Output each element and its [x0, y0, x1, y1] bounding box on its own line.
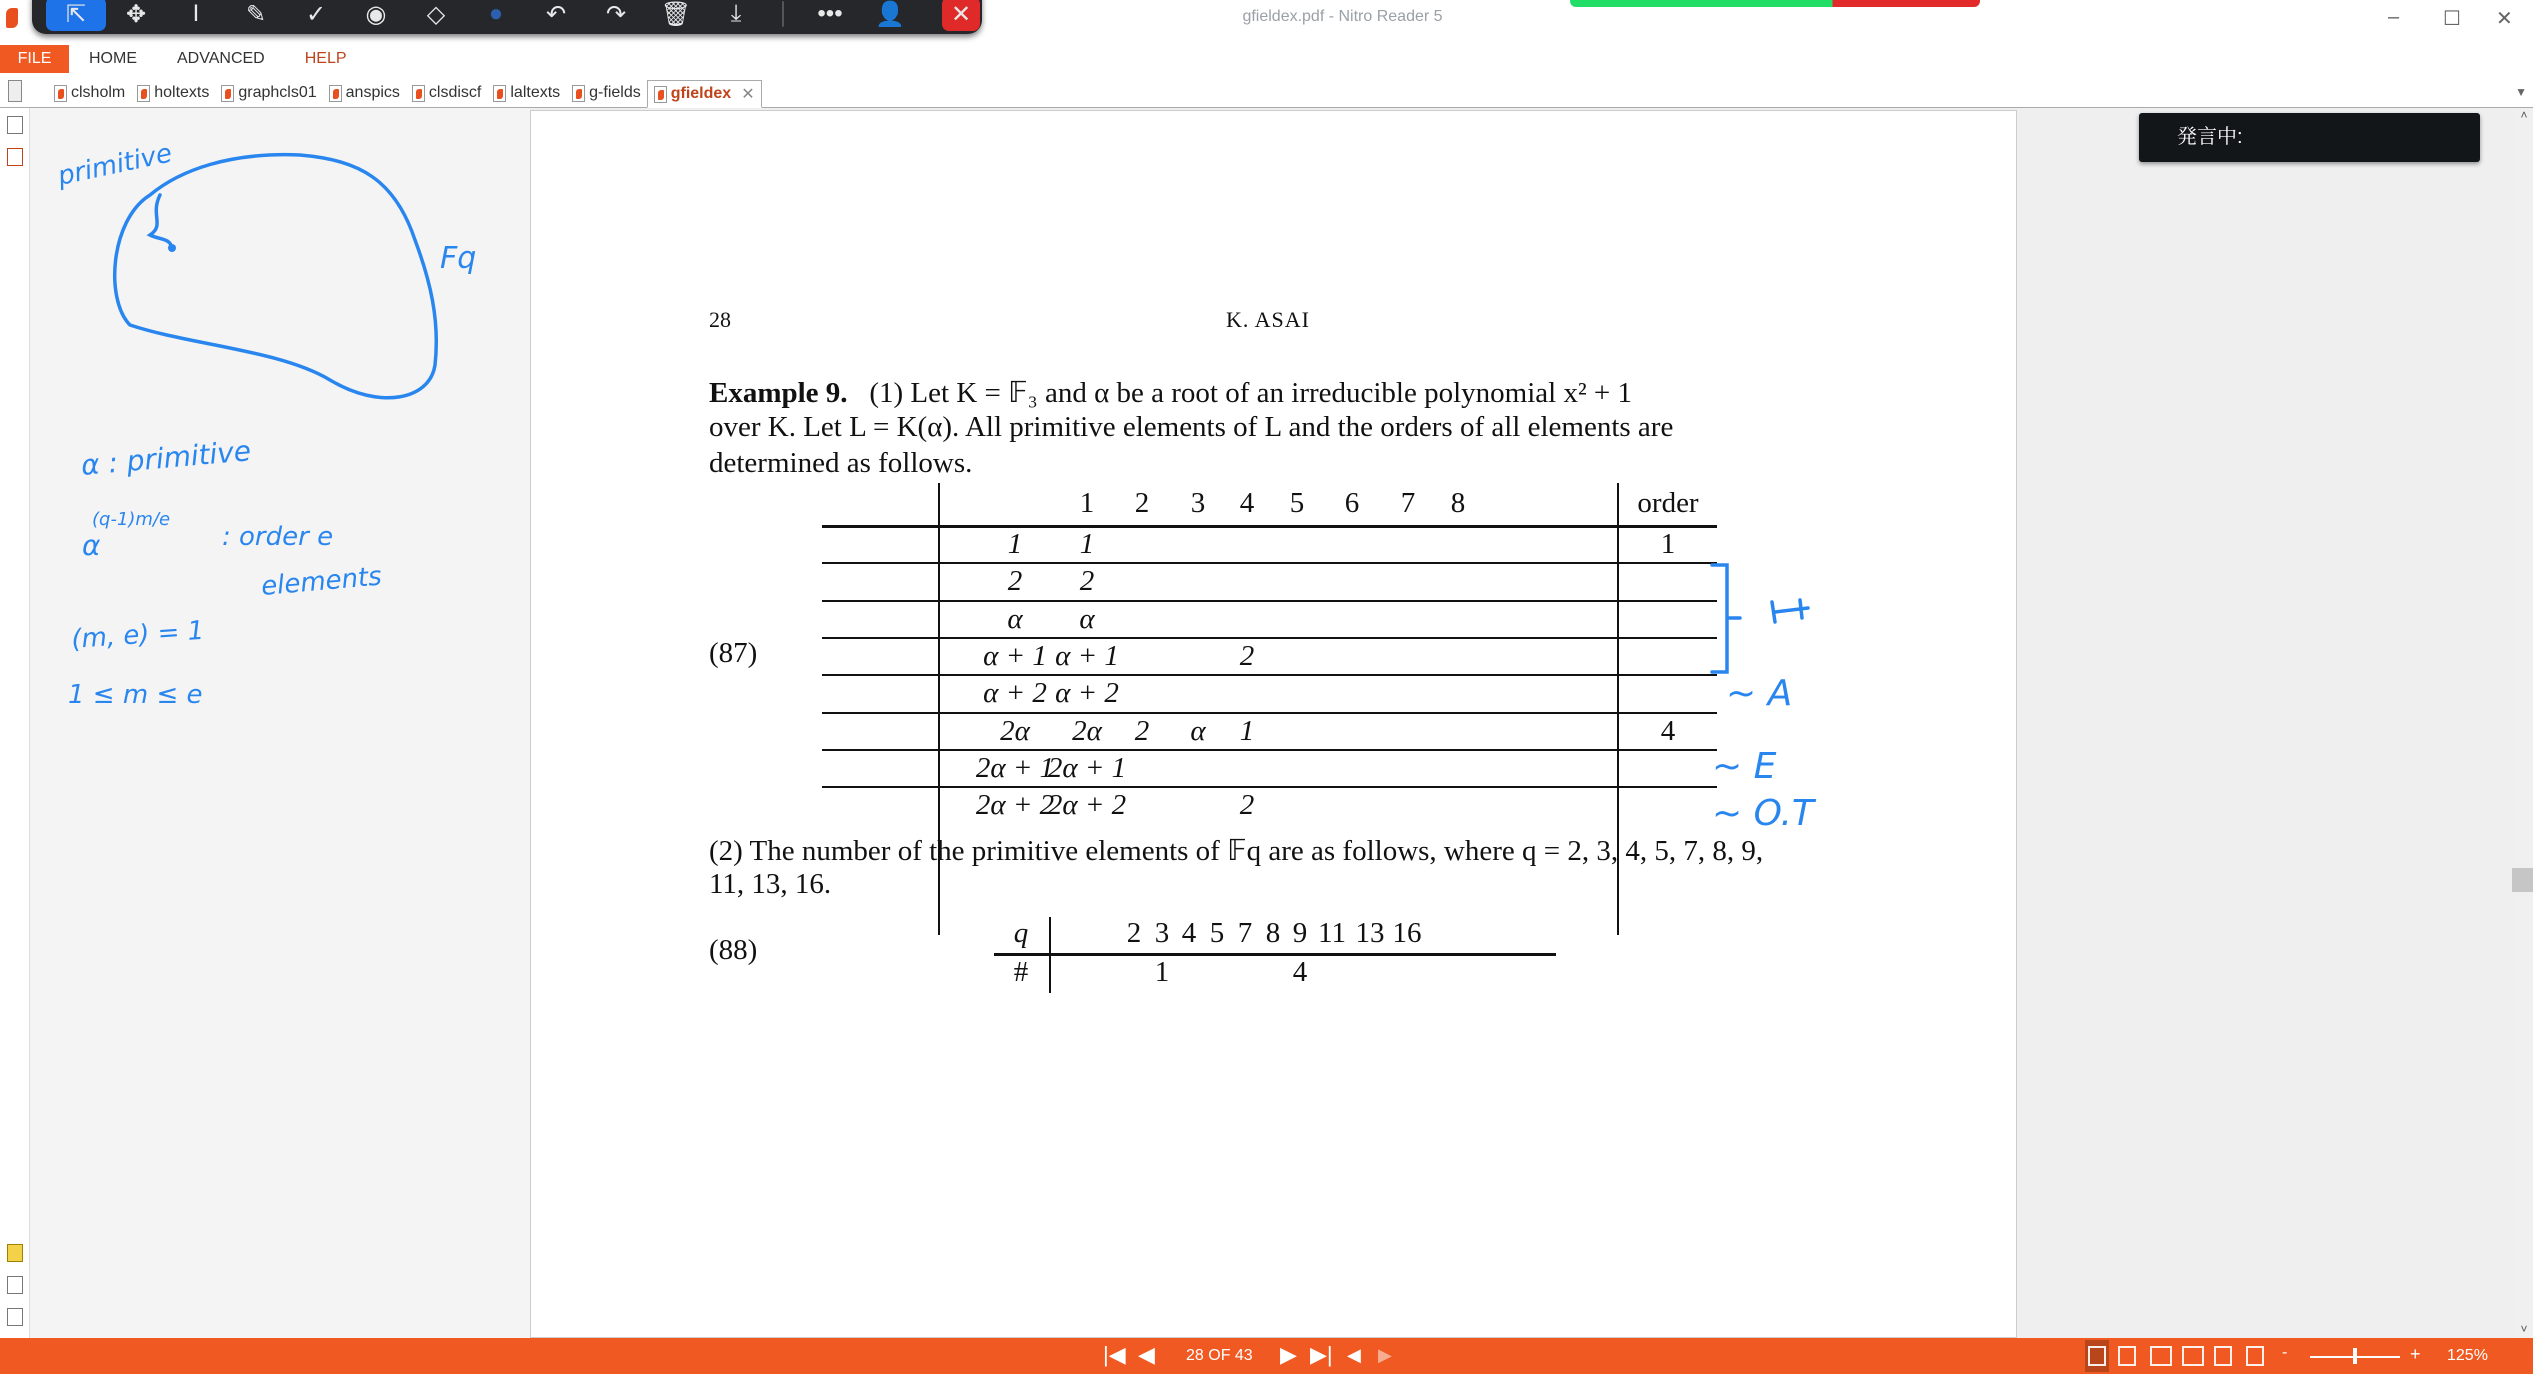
column-header: 4	[1239, 487, 1255, 519]
fit-page-icon[interactable]	[2246, 1346, 2264, 1366]
last-page-button[interactable]: ▶|	[1310, 1342, 1333, 1367]
pdf-icon	[137, 85, 150, 102]
fit-width-icon[interactable]	[2214, 1346, 2232, 1366]
menu-file[interactable]: FILE	[0, 45, 69, 73]
speaking-popup: 発言中:	[2139, 113, 2480, 162]
q-value: 7	[1237, 917, 1253, 949]
vertical-scrollbar[interactable]	[2515, 108, 2533, 1338]
table-cell: 2	[1079, 565, 1095, 598]
table-cell: 2	[1134, 714, 1150, 747]
facing-view-icon[interactable]	[2150, 1346, 2172, 1366]
row-label: 2α + 2	[975, 789, 1055, 822]
first-page-button[interactable]: |◀	[1103, 1342, 1126, 1367]
bookmarks-panel-icon[interactable]	[7, 148, 23, 166]
pen-tool-button[interactable]: ✎	[245, 0, 267, 28]
pdf-icon	[54, 85, 67, 102]
table-cell: 1	[1239, 714, 1255, 747]
recording-indicator	[1570, 0, 1980, 7]
order-cell: 1	[1660, 528, 1676, 560]
hw-elements: elements	[259, 561, 383, 602]
pdf-icon	[412, 85, 425, 102]
delete-button[interactable]: 🗑	[660, 0, 692, 28]
tab-label: g-fields	[589, 84, 641, 101]
redo-button[interactable]: ↷	[605, 0, 627, 28]
single-page-view-icon[interactable]	[2088, 1346, 2106, 1366]
status-bar	[0, 1338, 2533, 1374]
close-toolbar-button[interactable]: ✕	[942, 0, 980, 31]
hw-fq: Fq	[440, 241, 477, 276]
select-tool-button[interactable]: ⇱	[46, 0, 106, 31]
row-label: 2α	[1000, 714, 1030, 747]
paragraph-line: 11, 13, 16.	[709, 868, 832, 900]
comments-panel-icon[interactable]	[7, 1244, 23, 1262]
menu-advanced[interactable]: ADVANCED	[177, 50, 265, 67]
pdf-icon	[221, 85, 234, 102]
q-value: 8	[1265, 917, 1281, 949]
table-cell: 2	[1239, 789, 1255, 822]
hw-alpha: α	[82, 529, 101, 562]
row-label: α + 1	[983, 639, 1047, 672]
zoom-in-button[interactable]: +	[2410, 1344, 2421, 1364]
table-cell: 2α + 1	[1047, 751, 1127, 784]
pages-panel-icon[interactable]	[7, 116, 23, 134]
window-title: gfieldex.pdf - Nitro Reader 5	[1242, 8, 1443, 25]
text-tool-button[interactable]: I	[192, 0, 200, 27]
hw-e: ~ E	[1712, 746, 1777, 787]
tab-clsholm[interactable]	[48, 79, 131, 107]
row-label: α + 2	[983, 677, 1047, 710]
tab-laltexts[interactable]	[487, 79, 566, 107]
column-header: 8	[1450, 487, 1466, 519]
order-cell: 4	[1660, 714, 1676, 747]
page-number: 28	[709, 307, 731, 332]
hw-range: 1 ≤ m ≤ e	[68, 680, 203, 710]
menu-home[interactable]: HOME	[89, 50, 137, 67]
close-window-button[interactable]: ✕	[2496, 8, 2513, 30]
q-value: 4	[1181, 917, 1197, 949]
tab-clsdiscf[interactable]	[406, 79, 487, 107]
column-header: 6	[1344, 487, 1360, 519]
tab-label: laltexts	[510, 84, 561, 101]
scrollbar-thumb[interactable]	[2512, 868, 2533, 892]
close-tab-icon[interactable]: ✕	[741, 86, 755, 103]
tab-label: clsdiscf	[428, 84, 482, 101]
row-rule	[822, 600, 1717, 602]
column-header: 5	[1289, 487, 1305, 519]
tabs-dropdown-icon[interactable]: ▼	[2515, 85, 2527, 99]
tab-label: gfieldex	[670, 85, 732, 102]
row-label: α	[1007, 602, 1023, 635]
left-rail	[0, 108, 30, 1338]
table-cell: α + 2	[1055, 677, 1119, 710]
continuous-view-icon[interactable]	[2118, 1346, 2136, 1366]
table-cell: 2	[1239, 639, 1255, 672]
table-rule	[994, 953, 1556, 956]
row-label: 1	[1007, 528, 1023, 560]
row-rule	[822, 562, 1717, 564]
paragraph-line: (1) Let K = 𝔽₃ and α be a root of an irreducible polynomial x² + 1	[869, 377, 1633, 409]
user-button[interactable]: 👤	[875, 0, 905, 28]
eraser-tool-button[interactable]: ◇	[426, 0, 446, 28]
row-rule	[822, 712, 1717, 714]
tab-anspics[interactable]	[323, 79, 406, 107]
tab-label: holtexts	[154, 84, 210, 101]
count-value: 4	[1292, 956, 1308, 988]
row-label: 2α + 1	[975, 751, 1055, 784]
menu-help[interactable]: HELP	[304, 50, 347, 67]
maximize-button[interactable]: ☐	[2443, 8, 2461, 30]
tab-holtexts[interactable]	[131, 79, 215, 107]
q-value: 13	[1355, 917, 1385, 949]
annotation-toolbar	[32, 0, 982, 34]
tab-graphcls01[interactable]	[215, 79, 322, 107]
row-rule	[822, 525, 1717, 528]
hw-order-e: : order e	[222, 522, 334, 552]
column-header: order	[1637, 487, 1699, 519]
q-value: 16	[1392, 917, 1422, 949]
hw-primitive: primitive	[55, 138, 175, 192]
running-header: K. ASAI	[1225, 307, 1311, 332]
equation-number: (87)	[709, 637, 758, 669]
row-rule	[822, 786, 1717, 788]
attachments-panel-icon[interactable]	[7, 1276, 23, 1294]
table-cell: 2α	[1072, 714, 1102, 747]
zoom-slider-handle[interactable]	[2353, 1348, 2357, 1364]
layers-panel-icon[interactable]	[7, 1308, 23, 1326]
hw-gcd: (m, e) = 1	[70, 615, 206, 655]
pdf-icon	[493, 85, 506, 102]
toolbar-divider	[782, 1, 784, 27]
table-cell: α	[1190, 714, 1206, 747]
q-value: 11	[1318, 917, 1346, 949]
pdf-page	[530, 110, 2017, 1338]
q-value: 5	[1209, 917, 1225, 949]
table-cell: α	[1079, 602, 1095, 635]
q-value: 2	[1126, 917, 1142, 949]
paragraph-line: determined as follows.	[709, 447, 973, 479]
tab-gfieldex[interactable]	[647, 80, 762, 108]
tab-g-fields[interactable]	[566, 79, 647, 107]
pan-tool-button[interactable]: ✥	[125, 0, 147, 28]
tab-label: anspics	[345, 84, 400, 101]
minimize-button[interactable]: –	[2388, 6, 2400, 28]
undo-button[interactable]: ↶	[545, 0, 567, 28]
check-tool-button[interactable]: ✓	[305, 0, 327, 28]
more-button[interactable]: •••	[817, 0, 843, 27]
hw-ot: ~ O.T	[1712, 793, 1814, 834]
table-cell: 1	[1079, 528, 1095, 560]
column-header: 7	[1400, 487, 1416, 519]
menu-bar	[0, 45, 2533, 73]
page-indicator[interactable]: 28 OF 43	[1186, 1347, 1253, 1364]
column-header: 2	[1134, 487, 1150, 519]
scroll-up-icon[interactable]: ˄	[2520, 108, 2528, 122]
tab-label: clsholm	[71, 84, 126, 101]
tab-label: graphcls01	[238, 84, 317, 101]
row-rule	[822, 637, 1717, 639]
pdf-icon	[329, 85, 342, 102]
zoom-level[interactable]: 125%	[2447, 1347, 2488, 1364]
tabs-menu-icon[interactable]	[8, 80, 22, 102]
count-value: 1	[1154, 956, 1170, 988]
example-label: Example 9.	[709, 377, 848, 409]
paragraph-line: (2) The number of the primitive elements of 𝔽q are as follows, where q = 2, 3, 4, 5, 7, 8, 9,	[709, 835, 1764, 867]
table-cell: α + 1	[1055, 639, 1119, 672]
color-picker-button[interactable]: ●	[488, 0, 504, 27]
pdf-icon	[654, 86, 667, 103]
stamp-tool-button[interactable]: ◉	[365, 0, 387, 28]
zoom-out-button[interactable]: -	[2282, 1344, 2288, 1361]
column-header: 3	[1190, 487, 1206, 519]
table-cell: 2α + 2	[1047, 789, 1127, 822]
row-label: 2	[1007, 565, 1023, 598]
row-header: q	[1013, 917, 1029, 949]
q-value: 3	[1154, 917, 1170, 949]
app-logo-icon	[6, 8, 18, 28]
hw-exponent: (q-1)m/e	[92, 509, 171, 530]
paragraph-line: over K. Let L = K(α). All primitive elements of L and the orders of all elements are	[709, 411, 1674, 443]
pdf-icon	[572, 85, 585, 102]
row-rule	[822, 674, 1717, 676]
download-button[interactable]: ⤓	[730, 0, 742, 27]
prev-page-button[interactable]: ◀	[1138, 1342, 1155, 1367]
equation-number: (88)	[709, 934, 758, 966]
hw-a: ~ A	[1726, 673, 1793, 714]
q-value: 9	[1292, 917, 1308, 949]
notes-panel	[30, 108, 530, 1338]
hw-alpha-primitive: α : primitive	[79, 434, 253, 482]
next-page-button[interactable]: ▶	[1280, 1342, 1297, 1367]
column-header: 1	[1079, 487, 1095, 519]
row-rule	[822, 749, 1717, 751]
back-view-button[interactable]: ◀	[1347, 1345, 1361, 1365]
scroll-down-icon[interactable]: ˅	[2520, 1322, 2528, 1336]
row-header: #	[1013, 956, 1029, 988]
continuous-facing-view-icon[interactable]	[2182, 1346, 2204, 1366]
document-tabs	[0, 73, 2533, 108]
forward-view-button[interactable]: ▶	[1378, 1345, 1392, 1365]
